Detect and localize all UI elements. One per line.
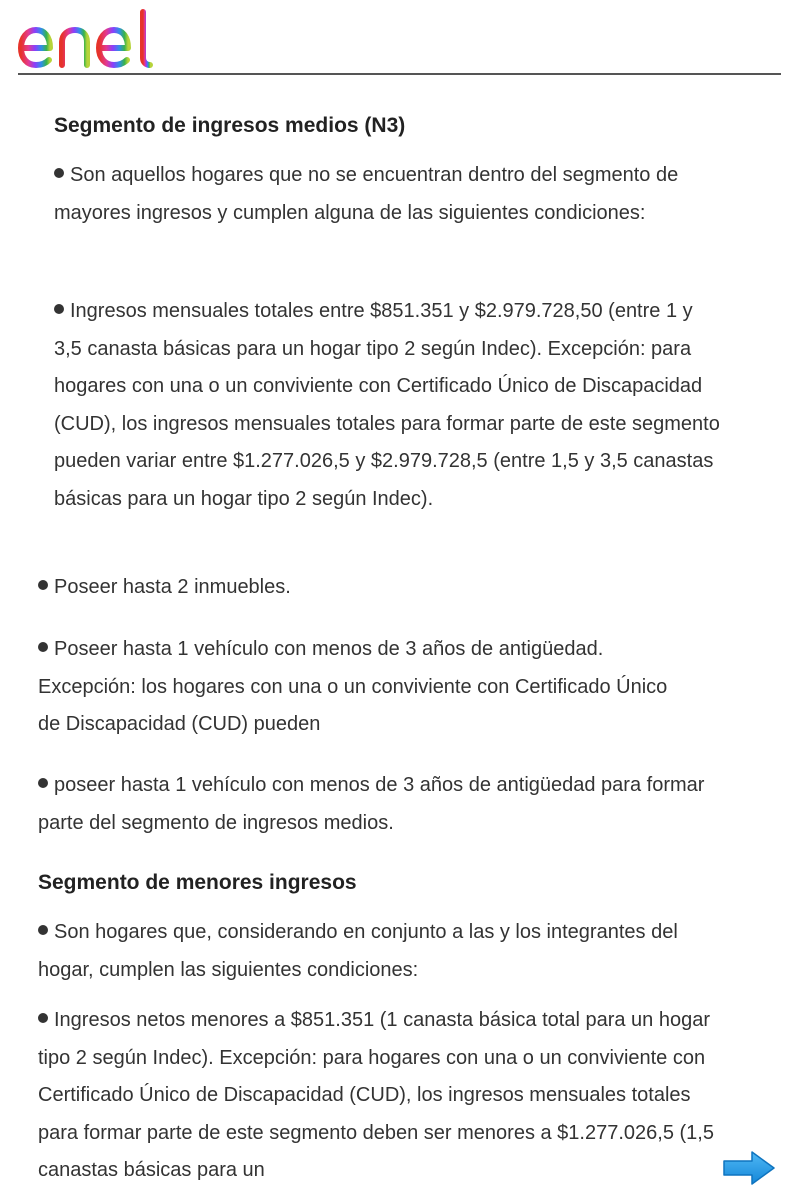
section-heading-menores-ingresos: Segmento de menores ingresos (38, 871, 357, 894)
paragraph: Ingresos mensuales totales entre $851.351 y $2.979.728,50 (entre 1 y 3,5 canasta básicas para un hogar tipo 2 según Indec). Excepción: para hogares con una o un conviviente con Certificado Único de Discapacidad (CUD), los ingresos mensuales totales para formar parte de este segmento pueden variar entre $1.277.026,5 y $2.979.728,5 (entre 1,5 y 3,5 canastas básicas para un hogar tipo 2 según Indec). (54, 300, 720, 510)
right-arrow-icon[interactable] (722, 1150, 776, 1186)
section-heading-ingresos-medios: Segmento de ingresos medios (N3) (54, 114, 406, 137)
header-divider (18, 73, 781, 75)
paragraph: poseer hasta 1 vehículo con menos de 3 años de antigüedad para formar parte del segmento de ingresos medios. (38, 774, 705, 834)
bullet-icon (38, 642, 48, 652)
bullet-icon (38, 1013, 48, 1023)
paragraph: Poseer hasta 2 inmuebles. (38, 569, 738, 607)
bullet-icon (38, 925, 48, 935)
paragraph: Poseer hasta 1 vehículo con menos de 3 años de antigüedad. Excepción: los hogares con una o un conviviente con Certificado Único de Discapacidad (CUD) pueden (38, 638, 668, 735)
bullet-icon (54, 304, 64, 314)
bullet-icon (38, 580, 48, 590)
bullet-icon (54, 168, 64, 178)
paragraph: Son hogares que, considerando en conjunto a las y los integrantes del hogar, cumplen las siguientes condiciones: (38, 921, 678, 981)
paragraph: Son aquellos hogares que no se encuentran dentro del segmento de mayores ingresos y cumplen alguna de las siguientes condiciones: (54, 164, 679, 224)
bullet-icon (38, 778, 48, 788)
paragraph: Ingresos netos menores a $851.351 (1 canasta básica total para un hogar tipo 2 según Indec). Excepción: para hogares con una o un conviviente con Certificado Único de Discapacidad (CUD), los ingresos mensuales totales para formar parte de este segmento deben ser menores a $1.277.026,5 (1,5 canastas básicas para un (38, 1009, 714, 1181)
enel-logo (18, 8, 188, 72)
